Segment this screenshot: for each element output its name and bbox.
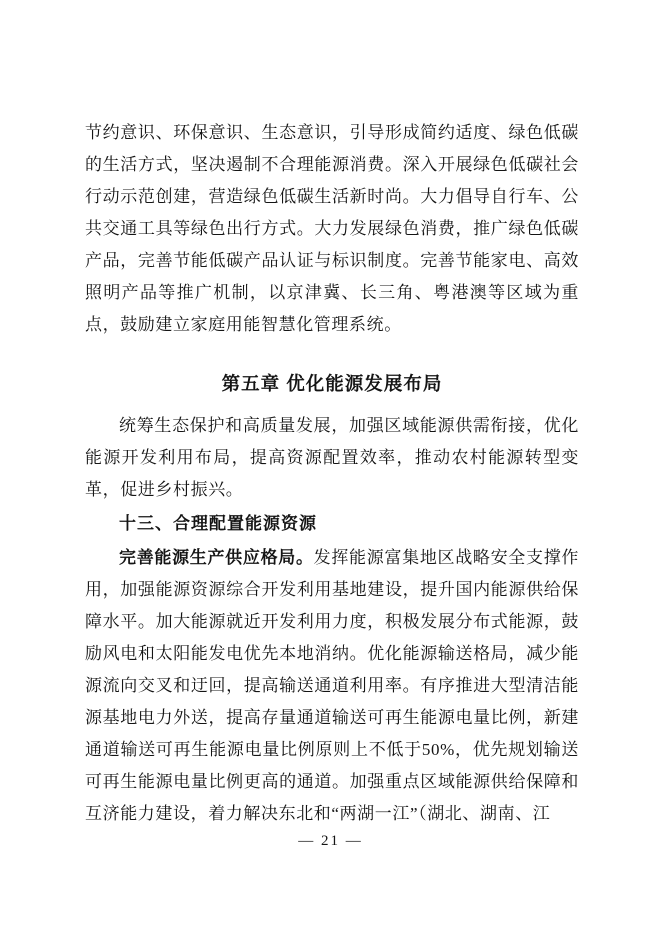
paragraph-energy-supply-layout	[85, 542, 579, 830]
section-title: 十三、合理配置能源资源	[119, 514, 317, 533]
paragraph-body-text: 发挥能源富集地区战略安全支撑作用，加强能源资源综合开发利用基地建设，提升国内能源供给保障水平。加大能源就近开发利用力度，积极发展分布式能源，鼓励风电和太阳能发电优先本地消纳。优化能源输送格局，减少能源流向交叉和迂回，提高输送通道利用率。有序推进大型清洁能源基地电力外送，提高存量通道输送可再生能源电量比例，新建通道输送可再生能源电量比例原则上不低于50%，优先规划输送可再生能源电量比例更高的通道。加强重点区域能源供给保障和互济能力建设，着力解决东北和“两湖一江”（湖北、湖南、江	[85, 548, 579, 823]
page-number: — 21 —	[298, 833, 363, 849]
paragraph-lead-bold: 完善能源生产供应格局。	[119, 548, 314, 567]
page-content	[85, 117, 579, 830]
chapter-title: 第五章 优化能源发展布局	[221, 373, 443, 394]
paragraph-green-lifestyle: 节约意识、环保意识、生态意识，引导形成简约适度、绿色低碳的生活方式，坚决遏制不合理能源消费。深入开展绿色低碳社会行动示范创建，营造绿色低碳生活新时尚。大力倡导自行车、公共交通工具等绿色出行方式。大力发展绿色消费，推广绿色低碳产品，完善节能低碳产品认证与标识制度。完善节能家电、高效照明产品等推广机制，以京津冀、长三角、粤港澳等区域为重点，鼓励建立家庭用能智慧化管理系统。	[85, 123, 579, 334]
paragraph-chapter-intro: 统筹生态保护和高质量发展，加强区域能源供需衔接，优化能源开发利用布局，提高资源配置效率，推动农村能源转型变革，促进乡村振兴。	[85, 416, 579, 499]
